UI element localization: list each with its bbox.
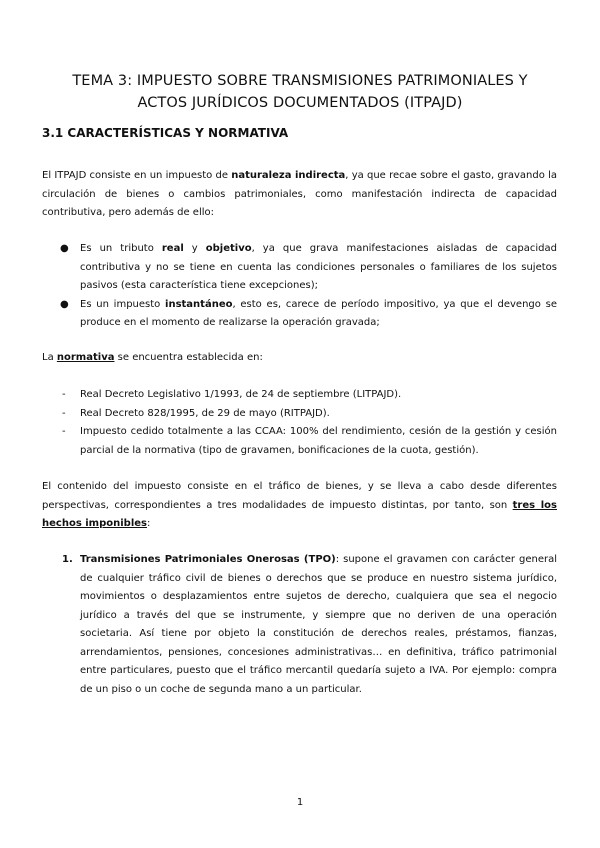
title-line-2: ACTOS JURÍDICOS DOCUMENTADOS (ITPAJD) — [137, 95, 463, 111]
normativa-list — [42, 386, 557, 460]
bullet-text-pre: Es un impuesto — [80, 298, 166, 310]
intro-paragraph — [42, 167, 557, 223]
list-item — [42, 386, 557, 405]
list-item — [42, 551, 557, 699]
intro-bold-term: naturaleza indirecta — [231, 170, 346, 181]
list-item-text: Impuesto cedido totalmente a las CCAA: 100% del rendimiento, cesión de la gestión y cesión parcial de la normativa (tipo de gravamen, bonificaciones de la cuota, gestión). — [80, 426, 557, 456]
dash-marker: - — [62, 389, 66, 400]
bullet-bold-term: instantáneo — [165, 298, 233, 310]
list-item — [42, 405, 557, 424]
hechos-imponibles-list — [42, 551, 557, 699]
bullet-bold-term: real — [161, 243, 184, 254]
hechos-imponibles-term: tres los hechos imponibles — [42, 499, 557, 529]
normativa-text-pre: La — [42, 352, 57, 363]
list-item — [42, 240, 557, 296]
title-line-1: TEMA 3: IMPUESTO SOBRE TRANSMISIONES PATRIMONIALES Y — [72, 73, 528, 89]
section-heading: 3.1 CARACTERÍSTICAS Y NORMATIVA — [42, 126, 289, 140]
contenido-text-pre: El contenido del impuesto consiste en el tráfico de bienes, y se lleva a cabo desde diferentes perspectivas, correspondientes a tres modalidades de impuesto distintas, por tanto, son — [42, 481, 557, 511]
bullet-text-post: , esto es, carece de período impositivo, ya que el devengo se produce en el momento de realizarse la operación gravada; — [80, 298, 557, 328]
dash-marker: - — [62, 407, 66, 419]
list-item-text: Real Decreto 828/1995, de 29 de mayo (RITPAJD). — [80, 407, 330, 419]
intro-text-post: , ya que recae sobre el gasto, gravando la circulación de bienes o cambios patrimoniales, como manifestación indirecta de capacidad contributiva, pero además de ello: — [42, 170, 557, 218]
normativa-underlined-term: normativa — [56, 352, 115, 363]
list-item-heading: Transmisiones Patrimoniales Onerosas (TPO) — [80, 554, 336, 565]
page-number: 1 — [296, 797, 304, 808]
bullet-marker: ● — [60, 243, 69, 254]
bullet-marker: ● — [60, 298, 69, 310]
contenido-paragraph — [42, 478, 557, 534]
dash-marker: - — [62, 426, 66, 437]
list-item — [42, 423, 557, 460]
list-item — [42, 296, 557, 333]
bullet-text-pre: Es un tributo — [80, 243, 162, 254]
document-title — [30, 70, 570, 114]
bullet-text-post: , ya que grava manifestaciones aisladas de capacidad contributiva y no se tiene en cuenta las condiciones personales o familiares de los sujetos pasivos (esta característica tiene excepciones); — [80, 243, 557, 291]
contenido-text-post: : — [147, 518, 151, 529]
normativa-paragraph — [42, 349, 557, 368]
bullet-bold-term: objetivo — [205, 243, 252, 254]
bullet-text-mid: y — [183, 243, 206, 254]
intro-text-pre: El ITPAJD consiste en un impuesto de — [42, 170, 232, 181]
normativa-text-post: se encuentra establecida en: — [114, 352, 263, 363]
list-item-text: : supone el gravamen con carácter general de cualquier tráfico civil de bienes o derechos que se produce en nuestro sistema jurídico, movimientos o desplazamientos entre sujetos de derecho, cualquiera que sea el negocio jurídico a través del que se instrumente, y siempre que no deriven de una operación societaria. Así tiene por objeto la constitución de derechos reales, préstamos, fianzas, arrendamientos, pensiones, concesiones administrativas… en definitiva, tráfico patrimonial entre particulares, puesto que el tráfico mercantil quedaría sujeto a IVA. Por ejemplo: compra de un piso o un coche de segunda mano a un particular. — [80, 554, 558, 695]
number-marker: 1. — [62, 554, 73, 565]
list-item-text: Real Decreto Legislativo 1/1993, de 24 de septiembre (LITPAJD). — [80, 389, 402, 400]
characteristics-list — [42, 240, 557, 333]
